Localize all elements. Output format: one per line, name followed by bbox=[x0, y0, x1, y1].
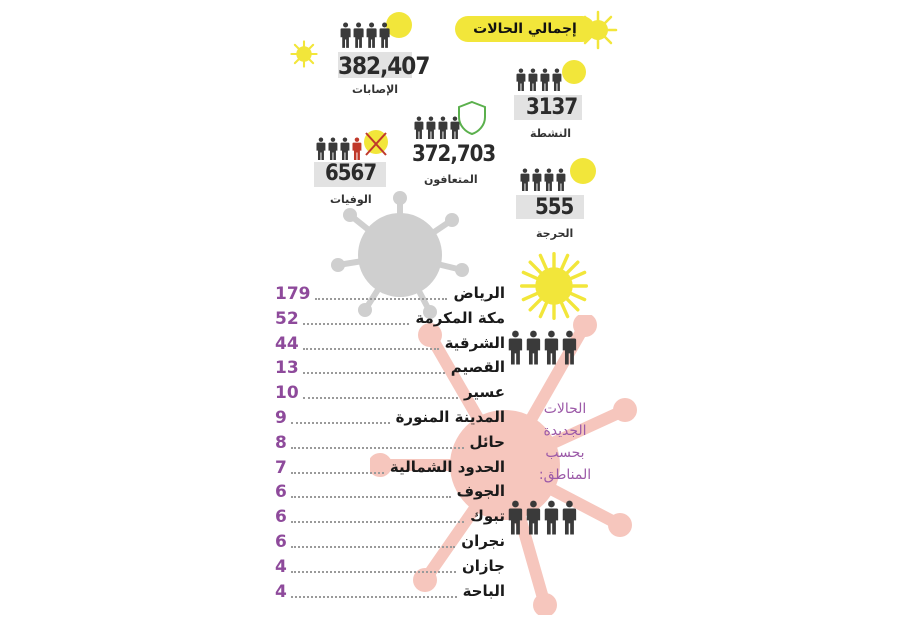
shield-icon bbox=[456, 100, 488, 136]
page-title: إجمالي الحالات bbox=[455, 16, 595, 42]
people-icon bbox=[516, 68, 562, 91]
person-icon bbox=[508, 500, 523, 535]
recovered-value: 372,703 bbox=[412, 142, 496, 167]
dotted-leader bbox=[303, 323, 409, 325]
region-row bbox=[275, 284, 505, 308]
region-value: 13 bbox=[275, 358, 299, 379]
person-icon bbox=[340, 22, 351, 48]
region-name: الرياض bbox=[453, 284, 505, 302]
infections-value: 382,407 bbox=[338, 52, 430, 80]
people-group-top bbox=[508, 330, 577, 365]
highlight-dot bbox=[562, 60, 586, 84]
person-icon bbox=[366, 22, 377, 48]
dotted-leader bbox=[291, 472, 384, 474]
sun-icon bbox=[520, 252, 588, 320]
person-icon bbox=[353, 22, 364, 48]
deaths-value: 6567 bbox=[325, 161, 377, 186]
region-value: 6 bbox=[275, 532, 287, 552]
critical-label: الحرجة bbox=[536, 227, 574, 240]
person-icon bbox=[352, 137, 362, 160]
region-name: عسير bbox=[464, 383, 505, 402]
person-icon bbox=[426, 116, 436, 139]
person-icon bbox=[340, 137, 350, 160]
person-icon bbox=[528, 68, 538, 91]
dotted-leader bbox=[291, 571, 456, 573]
person-icon bbox=[438, 116, 448, 139]
region-row bbox=[275, 408, 505, 432]
region-row bbox=[275, 482, 505, 506]
region-value: 44 bbox=[275, 333, 299, 354]
people-icon bbox=[316, 137, 362, 160]
dotted-leader bbox=[303, 348, 439, 350]
person-icon bbox=[328, 137, 338, 160]
active-label: النشطة bbox=[530, 127, 571, 140]
region-row bbox=[275, 532, 505, 556]
region-name: جازان bbox=[461, 556, 505, 575]
dotted-leader bbox=[291, 596, 457, 598]
region-row bbox=[275, 358, 505, 382]
infections-label: الإصابات bbox=[352, 83, 399, 96]
highlight-dot bbox=[570, 158, 596, 184]
region-value: 10 bbox=[275, 383, 299, 404]
person-icon bbox=[520, 168, 530, 191]
critical-value: 555 bbox=[535, 195, 574, 220]
deaths-label: الوفيات bbox=[330, 193, 372, 206]
region-name: الشرقية bbox=[444, 333, 505, 352]
region-row bbox=[275, 334, 505, 358]
region-name: تبوك bbox=[470, 507, 505, 526]
person-icon bbox=[540, 68, 550, 91]
person-icon bbox=[556, 168, 566, 191]
region-name: مكة المكرمة bbox=[415, 308, 505, 327]
dotted-leader bbox=[291, 521, 464, 523]
region-value: 4 bbox=[275, 556, 287, 577]
dotted-leader bbox=[291, 422, 390, 424]
region-row bbox=[275, 383, 505, 407]
person-icon bbox=[508, 330, 523, 365]
person-icon bbox=[544, 168, 554, 191]
people-icon bbox=[340, 22, 391, 48]
person-icon bbox=[516, 68, 526, 91]
region-row bbox=[275, 433, 505, 457]
region-name: المدينة المنورة bbox=[395, 408, 505, 426]
region-name: الباحة bbox=[462, 581, 505, 600]
region-value: 6 bbox=[275, 507, 287, 528]
people-icon bbox=[520, 168, 566, 191]
person-icon bbox=[450, 116, 460, 139]
region-value: 179 bbox=[275, 284, 311, 304]
person-icon bbox=[526, 500, 541, 535]
region-row bbox=[275, 582, 505, 606]
region-row bbox=[275, 507, 505, 531]
region-value: 8 bbox=[275, 432, 287, 453]
person-icon bbox=[562, 500, 577, 535]
region-name: حائل bbox=[469, 432, 505, 451]
dotted-leader bbox=[291, 546, 455, 548]
person-icon bbox=[544, 330, 559, 365]
person-icon bbox=[544, 500, 559, 535]
region-value: 6 bbox=[275, 482, 287, 503]
people-icon bbox=[414, 116, 460, 139]
region-row bbox=[275, 557, 505, 581]
people-group-bottom bbox=[508, 500, 577, 535]
person-icon bbox=[379, 22, 390, 48]
person-icon bbox=[562, 330, 577, 365]
dotted-leader bbox=[303, 372, 445, 374]
sun-icon bbox=[290, 40, 318, 68]
person-icon bbox=[526, 330, 541, 365]
cross-mark-icon bbox=[363, 130, 389, 158]
region-name: القصيم bbox=[450, 358, 505, 377]
dotted-leader bbox=[315, 298, 447, 300]
region-name: الجوف bbox=[456, 482, 505, 501]
region-value: 4 bbox=[275, 581, 287, 602]
person-icon bbox=[552, 68, 562, 91]
region-row bbox=[275, 458, 505, 482]
dotted-leader bbox=[303, 397, 458, 399]
region-name: الحدود الشمالية bbox=[389, 457, 505, 476]
new-cases-label: الحالات الجديدة بحسب المناطق: bbox=[538, 401, 592, 483]
person-icon bbox=[532, 168, 542, 191]
dotted-leader bbox=[291, 447, 464, 449]
recovered-label: المتعافون bbox=[424, 173, 478, 186]
region-value: 7 bbox=[275, 457, 287, 478]
region-name: نجران bbox=[461, 532, 505, 550]
dotted-leader bbox=[291, 496, 451, 498]
region-row bbox=[275, 309, 505, 333]
active-value: 3137 bbox=[526, 95, 578, 120]
region-value: 52 bbox=[275, 308, 299, 329]
region-value: 9 bbox=[275, 408, 287, 428]
person-icon bbox=[414, 116, 424, 139]
person-icon bbox=[316, 137, 326, 160]
